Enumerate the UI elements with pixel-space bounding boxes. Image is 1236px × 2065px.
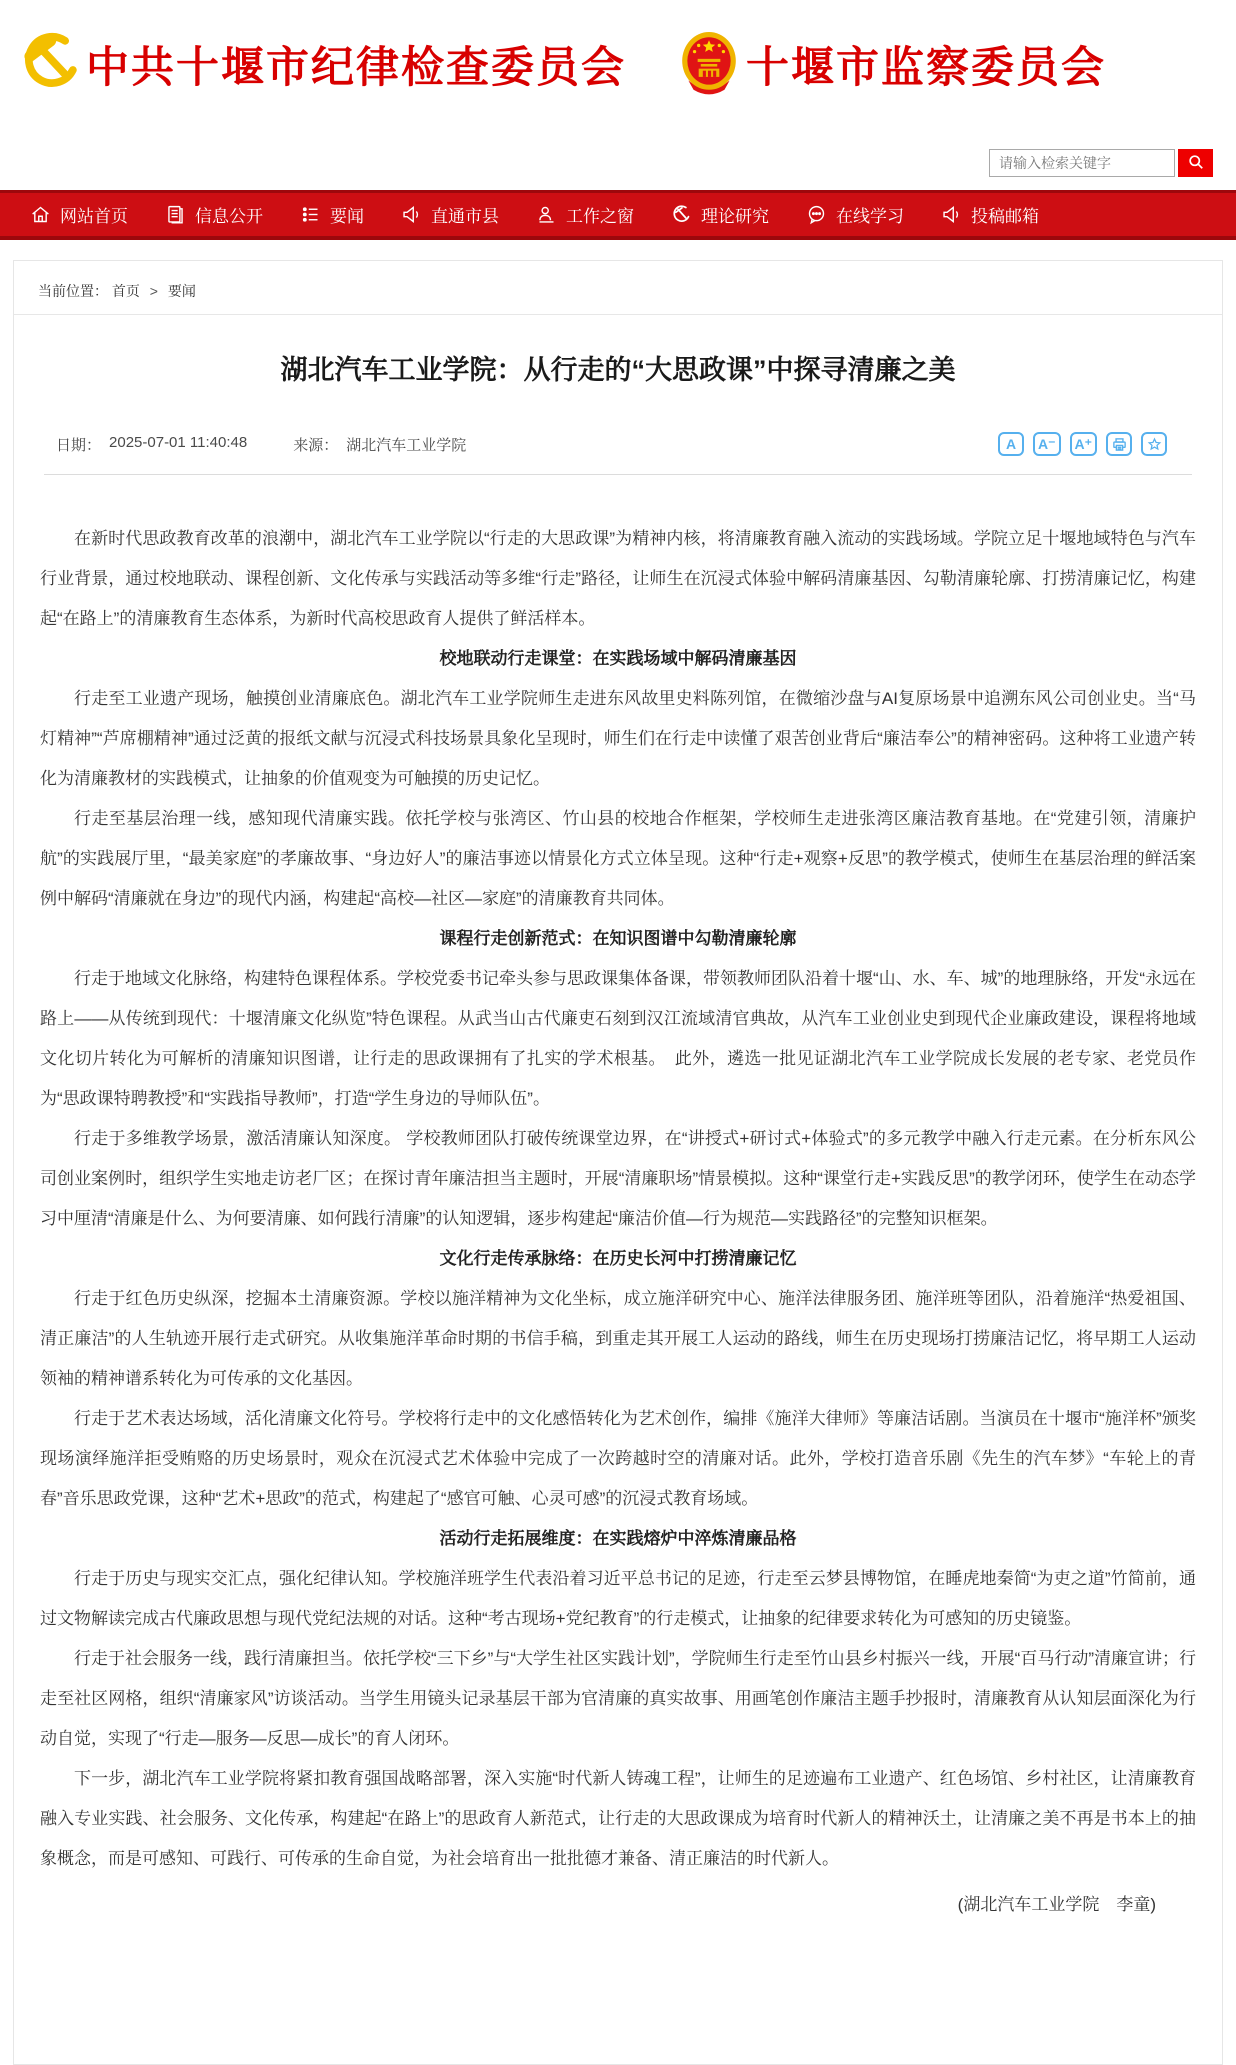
- site-title-supervisory: 十堰市监察委员会: [746, 44, 1106, 92]
- breadcrumb: [14, 261, 1222, 315]
- nav-label: 投稿邮箱: [971, 207, 1039, 226]
- nav-label: 理论研究: [701, 207, 769, 226]
- breadcrumb-current-link[interactable]: 要闻: [167, 283, 196, 299]
- list-icon: [300, 204, 321, 225]
- search-input[interactable]: [989, 149, 1175, 177]
- nav-item-home[interactable]: [30, 202, 128, 227]
- section-heading: 校地联动行走课堂：在实践场域中解码清廉基因: [439, 649, 797, 669]
- meta-date-label: 日期：: [56, 436, 102, 454]
- article-attribution: (湖北汽车工业学院 李童): [957, 1895, 1156, 1915]
- article-paragraph: 行走于地域文化脉络，构建特色课程体系。学校党委书记牵头参与思政课集体备课，带领教师团队沿着十堰“山、水、车、城”的地理脉络，开发“永远在路上——从传统到现代：十堰清廉文化纵览”特色课程。从武当山古代廉吏石刻到汉江流域清官典故，从汽车工业创业史到现代企业廉政建设，课程将地域文化切片转化为可解析的清廉知识图谱，让行走的思政课拥有了扎实的学术根基。 此外，遴选一批见证湖北汽车工业学院成长发展的老专家、老党员作为“思政课特聘教授”和“实践指导教师”，打造“学生身边的导师队伍”。: [40, 969, 1196, 1109]
- article-paragraph: 行走于艺术表达场域，活化清廉文化符号。学校将行走中的文化感悟转化为艺术创作，编排《施洋大律师》等廉洁话剧。当演员在十堰市“施洋杯”颁奖现场演绎施洋拒受贿赂的历史场景时，观众在沉浸式艺术体验中完成了一次跨越时空的清廉对话。此外，学校打造音乐剧《先生的汽车梦》“车轮上的青春”音乐思政党课，这种“艺术+思政”的范式，构建起了“感官可触、心灵可感”的沉浸式教育场域。: [40, 1409, 1196, 1509]
- nav-item-news[interactable]: [300, 202, 364, 227]
- nav-item-theory[interactable]: [671, 202, 769, 227]
- font-smaller-button[interactable]: A⁻: [1033, 432, 1061, 456]
- breadcrumb-home-link[interactable]: 首页: [111, 283, 140, 299]
- chat-icon: [806, 204, 827, 225]
- article-paragraph: 行走于多维教学场景，激活清廉认知深度。 学校教师团队打破传统课堂边界，在“讲授式+研讨式+体验式”的多元教学中融入行走元素。在分析东风公司创业案例时，组织学生实地走访老厂区；在探讨青年廉洁担当主题时，开展“清廉职场”情景模拟。这种“课堂行走+实践反思”的教学闭环，使学生在动态学习中厘清“清廉是什么、为何要清廉、如何践行清廉”的认知逻辑，逐步构建起“廉洁价值—行为规范—实践路径”的完整知识框架。: [40, 1129, 1196, 1229]
- article-body: [14, 475, 1222, 1879]
- print-button[interactable]: [1106, 432, 1132, 456]
- person-icon: [536, 204, 557, 225]
- nav-item-submission-mailbox[interactable]: [941, 202, 1039, 227]
- nav-item-info-disclosure[interactable]: [165, 202, 263, 227]
- megaphone-icon: [941, 204, 962, 225]
- search-icon: [1186, 152, 1206, 175]
- article-paragraph: 下一步，湖北汽车工业学院将紧扣教育强国战略部署，深入实施“时代新人铸魂工程”，让师生的足迹遍布工业遗产、红色场馆、乡村社区，让清廉教育融入专业实践、社会服务、文化传承，构建起“在路上”的思政育人新范式，让行走的大思政课成为培育时代新人的精神沃土，让清廉之美不再是书本上的抽象概念，而是可感知、可践行、可传承的生命自觉，为社会培育出一批批德才兼备、清正廉洁的时代新人。: [40, 1769, 1196, 1869]
- section-heading: 文化行走传承脉络：在历史长河中打捞清廉记忆: [439, 1249, 797, 1269]
- nav-label: 在线学习: [836, 207, 904, 226]
- party-emblem-icon: [671, 204, 692, 225]
- nav-item-work-window[interactable]: [536, 202, 634, 227]
- favorite-button[interactable]: [1141, 432, 1167, 456]
- star-icon: [1147, 437, 1162, 452]
- meta-date-value: 2025-07-01 11:40:48: [109, 433, 248, 451]
- printer-icon: [1112, 437, 1127, 452]
- search-box: [989, 149, 1213, 177]
- search-button[interactable]: [1178, 149, 1213, 177]
- national-emblem-icon: [680, 31, 738, 97]
- content-box: [13, 260, 1223, 2065]
- nav-label: 信息公开: [195, 207, 263, 226]
- article-paragraph: 行走于社会服务一线，践行清廉担当。依托学校“三下乡”与“大学生社区实践计划”，学院师生行走至竹山县乡村振兴一线，开展“百马行动”清廉宣讲；行走至社区网格，组织“清廉家风”访谈活动。当学生用镜头记录基层干部为官清廉的真实故事、用画笔创作廉洁主题手抄报时，清廉教育从认知层面深化为行动自觉，实现了“行走—服务—反思—成长”的育人闭环。: [40, 1649, 1196, 1749]
- main-nav: [0, 190, 1236, 240]
- breadcrumb-label: 当前位置：: [38, 283, 108, 299]
- site-title-discipline: 中共十堰市纪律检查委员会: [86, 44, 626, 92]
- font-normal-button[interactable]: A: [998, 432, 1024, 456]
- meta-source-label: 来源：: [293, 436, 339, 454]
- megaphone-icon: [401, 204, 422, 225]
- article-paragraph: 行走至基层治理一线，感知现代清廉实践。依托学校与张湾区、竹山县的校地合作框架，学校师生走进张湾区廉洁教育基地。在“党建引领，清廉护航”的实践展厅里，“最美家庭”的孝廉故事、“身边好人”的廉洁事迹以情景化方式立体呈现。这种“行走+观察+反思”的教学模式，使师生在基层治理的鲜活案例中解码“清廉就在身边”的现代内涵，构建起“高校—社区—家庭”的清廉教育共同体。: [40, 809, 1196, 909]
- font-larger-button[interactable]: A⁺: [1070, 432, 1098, 456]
- article-paragraph: 行走至工业遗产现场，触摸创业清廉底色。湖北汽车工业学院师生走进东风故里史料陈列馆，在微缩沙盘与AI复原场景中追溯东风公司创业史。当“马灯精神”“芦席棚精神”通过泛黄的报纸文献与沉浸式科技场景具象化呈现时，师生们在行走中读懂了艰苦创业背后“廉洁奉公”的精神密码。这种将工业遗产转化为清廉教材的实践模式，让抽象的价值观变为可触摸的历史记忆。: [40, 689, 1196, 789]
- meta-source: [293, 434, 466, 455]
- breadcrumb-separator: >: [149, 283, 158, 299]
- brand-discipline-commission: [18, 30, 626, 98]
- article-paragraph: 在新时代思政教育改革的浪潮中，湖北汽车工业学院以“行走的大思政课”为精神内核，将清廉教育融入流动的实践场域。学院立足十堰地域特色与汽车行业背景，通过校地联动、课程创新、文化传承与实践活动等多维“行走”路径，让师生在沉浸式体验中解码清廉基因、勾勒清廉轮廓、打捞清廉记忆，构建起“在路上”的清廉教育生态体系，为新时代高校思政育人提供了鲜活样本。: [40, 529, 1196, 629]
- article-paragraph: 行走于历史与现实交汇点，强化纪律认知。学校施洋班学生代表沿着习近平总书记的足迹，行走至云梦县博物馆，在睡虎地秦简“为吏之道”竹简前，通过文物解读完成古代廉政思想与现代党纪法规的对话。这种“考古现场+党纪教育”的行走模式，让抽象的纪律要求转化为可感知的历史镜鉴。: [40, 1569, 1196, 1629]
- nav-label: 网站首页: [60, 207, 128, 226]
- article-paragraph: 行走于红色历史纵深，挖掘本土清廉资源。学校以施洋精神为文化坐标，成立施洋研究中心、施洋法律服务团、施洋班等团队，沿着施洋“热爱祖国、清正廉洁”的人生轨迹开展行走式研究。从收集施洋革命时期的书信手稿，到重走其开展工人运动的路线，师生在历史现场打捞廉洁记忆，将早期工人运动领袖的精神谱系转化为可传承的文化基因。: [40, 1289, 1196, 1389]
- home-icon: [30, 204, 51, 225]
- meta-source-value: 湖北汽车工业学院: [346, 436, 467, 454]
- nav-item-city-county[interactable]: [401, 202, 499, 227]
- nav-label: 工作之窗: [566, 207, 634, 226]
- article-meta-row: [56, 432, 1167, 456]
- brand-supervisory-commission: [680, 31, 1106, 97]
- article-title: 湖北汽车工业学院：从行走的“大思政课”中探寻清廉之美: [280, 355, 956, 385]
- document-icon: [165, 204, 186, 225]
- nav-label: 直通市县: [431, 207, 499, 226]
- brand-row: [0, 0, 1236, 98]
- section-heading: 课程行走创新范式：在知识图谱中勾勒清廉轮廓: [439, 929, 797, 949]
- nav-label: 要闻: [330, 207, 364, 226]
- nav-item-online-learning[interactable]: [806, 202, 904, 227]
- site-header: [0, 0, 1236, 190]
- section-heading: 活动行走拓展维度：在实践熔炉中淬炼清廉品格: [439, 1529, 797, 1549]
- party-emblem-icon: [18, 30, 78, 98]
- article-toolbar: [998, 432, 1167, 456]
- meta-date: [56, 434, 247, 455]
